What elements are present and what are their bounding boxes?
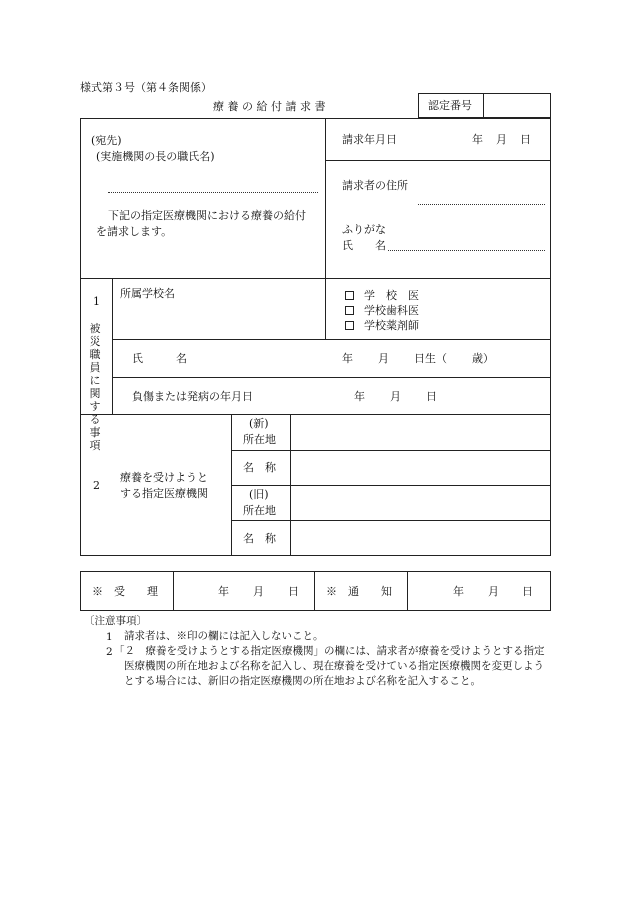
requester-address-field[interactable] — [418, 204, 545, 205]
age-label: 歳） — [472, 352, 494, 365]
birth-day-label: 日生（ — [414, 352, 447, 365]
addressee-sub: (実施機関の長の職氏名) — [96, 150, 215, 163]
new-name-label: 名 称 — [243, 461, 276, 474]
school-name-label: 所属学校名 — [120, 287, 175, 300]
new-tag: (新) — [249, 417, 269, 430]
request-date-label: 請求年月日 — [342, 133, 397, 146]
section-2-label-1: 療養を受けようと — [120, 471, 208, 484]
note-1: 請求者は、※印の欄には記入しないこと。 — [124, 630, 324, 642]
injury-date-label: 負傷または発病の年月日 — [132, 390, 253, 403]
checkbox-icon[interactable] — [345, 321, 354, 330]
section-1-number: 1 — [93, 295, 100, 308]
request-text-2: を請求します。 — [96, 225, 173, 238]
received-label: ※ 受 理 — [92, 585, 158, 598]
note-2: 「２ 療養を受けようとする指定医療機関」の欄には、請求者が療養を受けようとする指定医療機関の所在地および名称を記入し、現在療養を受けている指定医療機関を変更しようとする場合には、新旧の指定医療機関の所在地および名称を記入すること。 — [114, 645, 545, 687]
old-tag: (旧) — [249, 488, 269, 501]
old-location-label: 所在地 — [243, 504, 276, 517]
form-number: 様式第３号（第４条関係） — [80, 81, 212, 94]
checkbox-icon[interactable] — [345, 291, 354, 300]
form-title: 療 養 の 給 付 請 求 書 — [213, 100, 326, 113]
requester-name-label: 氏 名 — [342, 239, 386, 252]
new-location-label: 所在地 — [243, 433, 276, 446]
section-2-label-2: する指定医療機関 — [120, 487, 208, 500]
requester-address-label: 請求者の住所 — [342, 179, 408, 192]
requester-name-field[interactable] — [388, 250, 545, 251]
employee-name-label: 氏 名 — [132, 352, 187, 365]
addressee-label: (宛先) — [91, 134, 122, 147]
notice-label: ※ 通 知 — [326, 585, 392, 598]
notes-title: 〔注意事項〕 — [84, 615, 147, 627]
option-school-pharmacist[interactable]: 学校薬剤師 — [345, 320, 419, 331]
option-school-dentist[interactable]: 学校歯科医 — [345, 305, 419, 316]
addressee-field[interactable] — [108, 192, 318, 193]
section-2-number: 2 — [93, 479, 100, 492]
request-text-1: 下記の指定医療機関における療養の給付 — [108, 209, 306, 222]
option-school-doctor[interactable]: 学 校 医 — [345, 290, 419, 301]
cert-number-label: 認定番号 — [428, 99, 472, 112]
old-name-label: 名 称 — [243, 532, 276, 545]
section-1-label: 被災職員に関する事項 — [89, 322, 101, 452]
checkbox-icon[interactable] — [345, 306, 354, 315]
furigana-label: ふりがな — [342, 223, 386, 236]
